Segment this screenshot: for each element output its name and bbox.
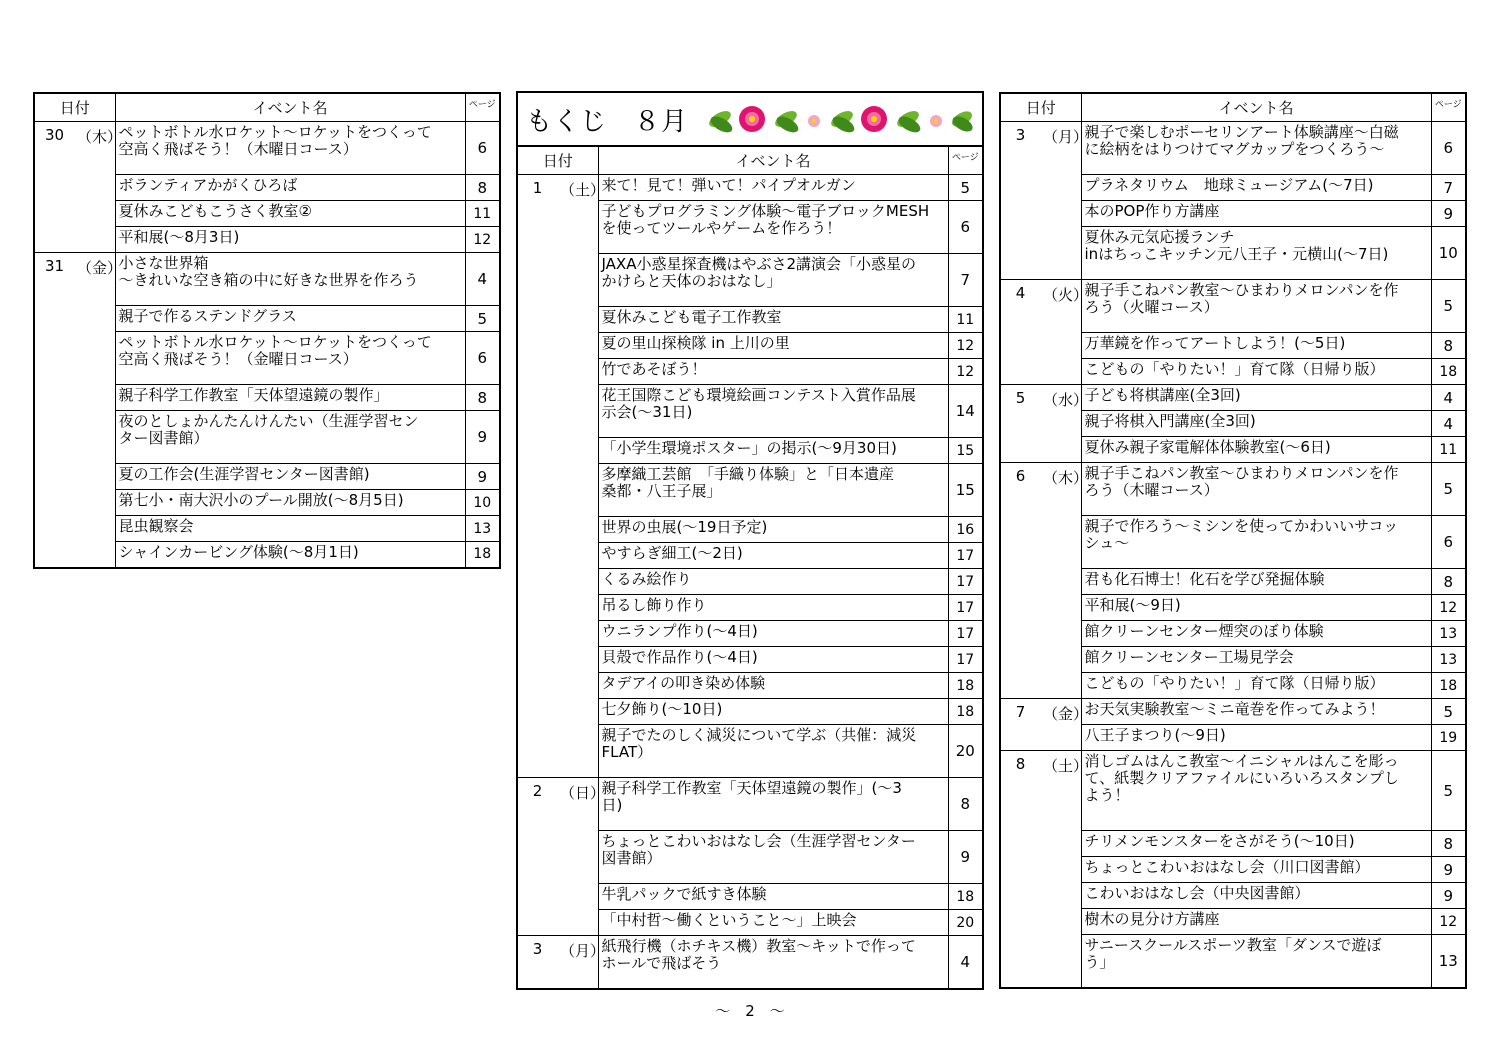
page-number: 20 [948,910,983,936]
page-number: 13 [465,516,500,542]
small-flower-icon [808,115,820,127]
event-name: やすらぎ細工(～2日) [598,543,948,569]
title-box [516,91,984,145]
leaf-icon [895,108,923,135]
date-header: 日付 [1000,93,1081,122]
page-number: 10 [465,490,500,516]
table-row [1000,385,1466,411]
page-number: 17 [948,569,983,595]
date-number: 2 [517,778,557,936]
page-number: 9 [948,831,983,884]
leaf-icon [707,108,735,135]
page-number: 11 [948,307,983,333]
page-number: 8 [1431,569,1466,595]
event-name: 夏休み元気応援ランチ inはちっこキッチン元八王子・元横山(～7日) [1081,227,1431,280]
page-number: 17 [948,647,983,673]
leaf-icon [829,108,857,135]
event-name: 平和展(～9日) [1081,595,1431,621]
middle-table-body [517,175,983,989]
event-name: 夏の工作会(生涯学習センター図書館) [115,464,465,490]
day-of-week: （日） [557,778,598,936]
event-table-right [999,92,1467,989]
page-number: 6 [948,201,983,254]
page-number: 4 [465,253,500,306]
page-number: 11 [1431,437,1466,463]
event-name: 世界の虫展(～19日予定) [598,517,948,543]
page-number: 11 [465,201,500,227]
event-name: 親子科学工作教室「天体望遠鏡の製作」(～3 日) [598,778,948,831]
event-name: 親子科学工作教室「天体望遠鏡の製作」 [115,385,465,411]
day-of-week: （金） [1040,699,1081,751]
date-number: 1 [517,175,557,778]
page-number: 18 [948,673,983,699]
event-name: 小さな世界箱 ～きれいな空き箱の中に好きな世界を作ろう [115,253,465,306]
table-header-row [1000,93,1466,122]
event-name: 館クリーンセンター煙突のぼり体験 [1081,621,1431,647]
page-number: 18 [1431,673,1466,699]
hibiscus-icon [861,106,887,132]
page-number: 15 [948,464,983,517]
page-number: 18 [1431,359,1466,385]
event-name: 万華鏡を作ってアートしよう！(～5日) [1081,333,1431,359]
date-number: 3 [517,936,557,989]
event-name: 牛乳パックで紙すき体験 [598,884,948,910]
page-number: 18 [948,699,983,725]
event-name: ちょっとこわいおはなし会（川口図書館） [1081,857,1431,883]
event-name: 親子将棋入門講座(全3回) [1081,411,1431,437]
event-name: 「中村哲～働くということ～」上映会 [598,910,948,936]
day-of-week: （月） [557,936,598,989]
page-number: 12 [465,227,500,253]
day-of-week: （土） [1040,751,1081,988]
event-name: 昆虫観察会 [115,516,465,542]
event-name: プラネタリウム 地球ミュージアム(～7日) [1081,175,1431,201]
page-number: 17 [948,543,983,569]
page-number: 9 [465,464,500,490]
table-row [517,778,983,831]
table-row [1000,463,1466,516]
event-name: 夏休みこども電子工作教室 [598,307,948,333]
table-row [34,253,500,306]
event-name: くるみ絵作り [598,569,948,595]
table-row [1000,280,1466,333]
page-number: 5 [1431,280,1466,333]
page-number: 9 [465,411,500,464]
event-name: ウニランプ作り(～4日) [598,621,948,647]
page-number: 18 [948,884,983,910]
event-name: 本のPOP作り方講座 [1081,201,1431,227]
page-number: 12 [1431,595,1466,621]
date-number: 6 [1000,463,1040,699]
page-number: 16 [948,517,983,543]
small-flower-icon [930,115,942,127]
page-number: 13 [1431,647,1466,673]
date-header: 日付 [517,146,598,175]
table-row [34,122,500,175]
event-name: 親子手こねパン教室～ひまわりメロンパンを作 ろう（火曜コース） [1081,280,1431,333]
event-name: ペットボトル水ロケット～ロケットをつくって 空高く飛ばそう！（木曜日コース） [115,122,465,175]
table-row [517,936,983,989]
page-number: 6 [465,332,500,385]
page-number: 7 [948,254,983,307]
page-number: 5 [1431,699,1466,725]
page-number: 5 [1431,463,1466,516]
event-name: こどもの「やりたい！」育て隊（日帰り版） [1081,359,1431,385]
date-number: 3 [1000,122,1040,280]
page-number: 10 [1431,227,1466,280]
event-name: こわいおはなし会（中央図書館） [1081,883,1431,909]
middle-table [516,145,984,990]
left-table-body [34,122,500,568]
event-name: 消しゴムはんこ教室～イニシャルはんこを彫っ て、紙製クリアファイルにいろいろスタンプし よう！ [1081,751,1431,831]
leaf-icon [949,108,974,134]
event-name: 親子で作るステンドグラス [115,306,465,332]
event-name: ちょっとこわいおはなし会（生涯学習センター 図書館） [598,831,948,884]
page-number: 6 [465,122,500,175]
page-number: 12 [948,333,983,359]
event-name: 館クリーンセンター工場見学会 [1081,647,1431,673]
event-name: 夏の里山探検隊 in 上川の里 [598,333,948,359]
event-name: 紙飛行機（ホチキス機）教室～キットで作って ホールで飛ばそう [598,936,948,989]
event-name: JAXA小惑星探査機はやぶさ2講演会「小惑星の かけらと天体のおはなし」 [598,254,948,307]
page-number: 5 [1431,751,1466,831]
page-number: 5 [465,306,500,332]
page-number: 17 [948,595,983,621]
date-number: 30 [34,122,74,253]
event-name: 夏休み親子家電解体体験教室(～6日) [1081,437,1431,463]
day-of-week: （木） [1040,463,1081,699]
event-name: 子どもプログラミング体験～電子ブロックMESH を使ってツールやゲームを作ろう！ [598,201,948,254]
date-header: 日付 [34,93,115,122]
page-number: 14 [948,385,983,438]
page-number: 18 [465,542,500,568]
event-name: 親子手こねパン教室～ひまわりメロンパンを作 ろう（木曜コース） [1081,463,1431,516]
event-header: イベント名 [598,146,948,175]
date-number: 5 [1000,385,1040,463]
page-number: 8 [465,385,500,411]
event-name: サニースクールスポーツ教室「ダンスで遊ぼ う」 [1081,935,1431,988]
page-number: 8 [1431,831,1466,857]
event-name: ボランティアかがくひろば [115,175,465,201]
event-name: こどもの「やりたい！」育て隊（日帰り版） [1081,673,1431,699]
page-number: 4 [948,936,983,989]
date-number: 7 [1000,699,1040,751]
event-name: 竹であそぼう！ [598,359,948,385]
page-number: 6 [1431,516,1466,569]
event-name: 花王国際こども環境絵画コンテスト入賞作品展 示会(～31日) [598,385,948,438]
date-number: 8 [1000,751,1040,988]
event-name: 七夕飾り(～10日) [598,699,948,725]
event-table-middle [516,91,984,990]
page-number: 12 [948,359,983,385]
page-header: ページ [1431,93,1466,122]
page-number: 5 [948,175,983,201]
day-of-week: （月） [1040,122,1081,280]
event-name: タデアイの叩き染め体験 [598,673,948,699]
table-header-row [517,146,983,175]
event-table-left [33,92,501,569]
event-name: 樹木の見分け方講座 [1081,909,1431,935]
event-name: 「小学生環境ポスター」の掲示(～9月30日) [598,438,948,464]
event-name: 夏休みこどもこうさく教室② [115,201,465,227]
right-table-body [1000,122,1466,988]
day-of-week: （金） [74,253,115,568]
leaf-icon [773,108,801,135]
event-header: イベント名 [115,93,465,122]
event-name: 第七小・南大沢小のプール開放(～8月5日) [115,490,465,516]
page-number: 7 [1431,175,1466,201]
event-name: 多摩織工芸館 「手織り体験」と「日本遺産 桑都・八王子展」 [598,464,948,517]
day-of-week: （土） [557,175,598,778]
event-name: 親子で楽しむポーセリンアート体験講座～白磁 に絵柄をはりつけてマグカップをつくろう～ [1081,122,1431,175]
day-of-week: （水） [1040,385,1081,463]
page-number: 4 [1431,411,1466,437]
page-number: 9 [1431,201,1466,227]
event-name: 吊るし飾り作り [598,595,948,621]
page-number: 20 [948,725,983,778]
date-number: 31 [34,253,74,568]
page-number: 8 [465,175,500,201]
event-name: 君も化石博士！化石を学び発掘体験 [1081,569,1431,595]
page-number: 6 [1431,122,1466,175]
page-number: 9 [1431,883,1466,909]
event-name: 八王子まつり(～9日) [1081,725,1431,751]
event-name: 親子でたのしく減災について学ぶ（共催：減災 FLAT） [598,725,948,778]
page-number: 4 [1431,385,1466,411]
page-number: 19 [1431,725,1466,751]
right-table [999,92,1467,989]
event-name: 夜のとしょかんたんけんたい（生涯学習セン ター図書館） [115,411,465,464]
page-header: ページ [948,146,983,175]
page-number: 8 [1431,333,1466,359]
table-header-row [34,93,500,122]
event-name: 子ども将棋講座(全3回) [1081,385,1431,411]
table-row [517,175,983,201]
page-header: ページ [465,93,500,122]
floral-decoration [706,103,974,135]
event-name: チリメンモンスターをさがそう(～10日) [1081,831,1431,857]
page-number: 9 [1431,857,1466,883]
page-title: もくじ ８月 [526,107,689,137]
event-name: ペットボトル水ロケット～ロケットをつくって 空高く飛ばそう！（金曜日コース） [115,332,465,385]
table-row [1000,751,1466,831]
event-header: イベント名 [1081,93,1431,122]
table-row [1000,699,1466,725]
event-name: 平和展(～8月3日) [115,227,465,253]
page-number: 13 [1431,935,1466,988]
page-number-footer: ～ 2 ～ [715,1002,785,1020]
page-number: 8 [948,778,983,831]
hibiscus-icon [739,106,765,132]
event-name: 親子で作ろう～ミシンを使ってかわいいサコッ シュ～ [1081,516,1431,569]
page-number: 15 [948,438,983,464]
left-table [33,92,501,569]
table-row [1000,122,1466,175]
date-number: 4 [1000,280,1040,385]
page-number: 13 [1431,621,1466,647]
day-of-week: （火） [1040,280,1081,385]
day-of-week: （木） [74,122,115,253]
event-name: お天気実験教室～ミニ竜巻を作ってみよう！ [1081,699,1431,725]
page-number: 12 [1431,909,1466,935]
event-name: シャインカービング体験(～8月1日) [115,542,465,568]
event-name: 貝殻で作品作り(～4日) [598,647,948,673]
event-name: 来て！見て！弾いて！パイプオルガン [598,175,948,201]
page-number: 17 [948,621,983,647]
